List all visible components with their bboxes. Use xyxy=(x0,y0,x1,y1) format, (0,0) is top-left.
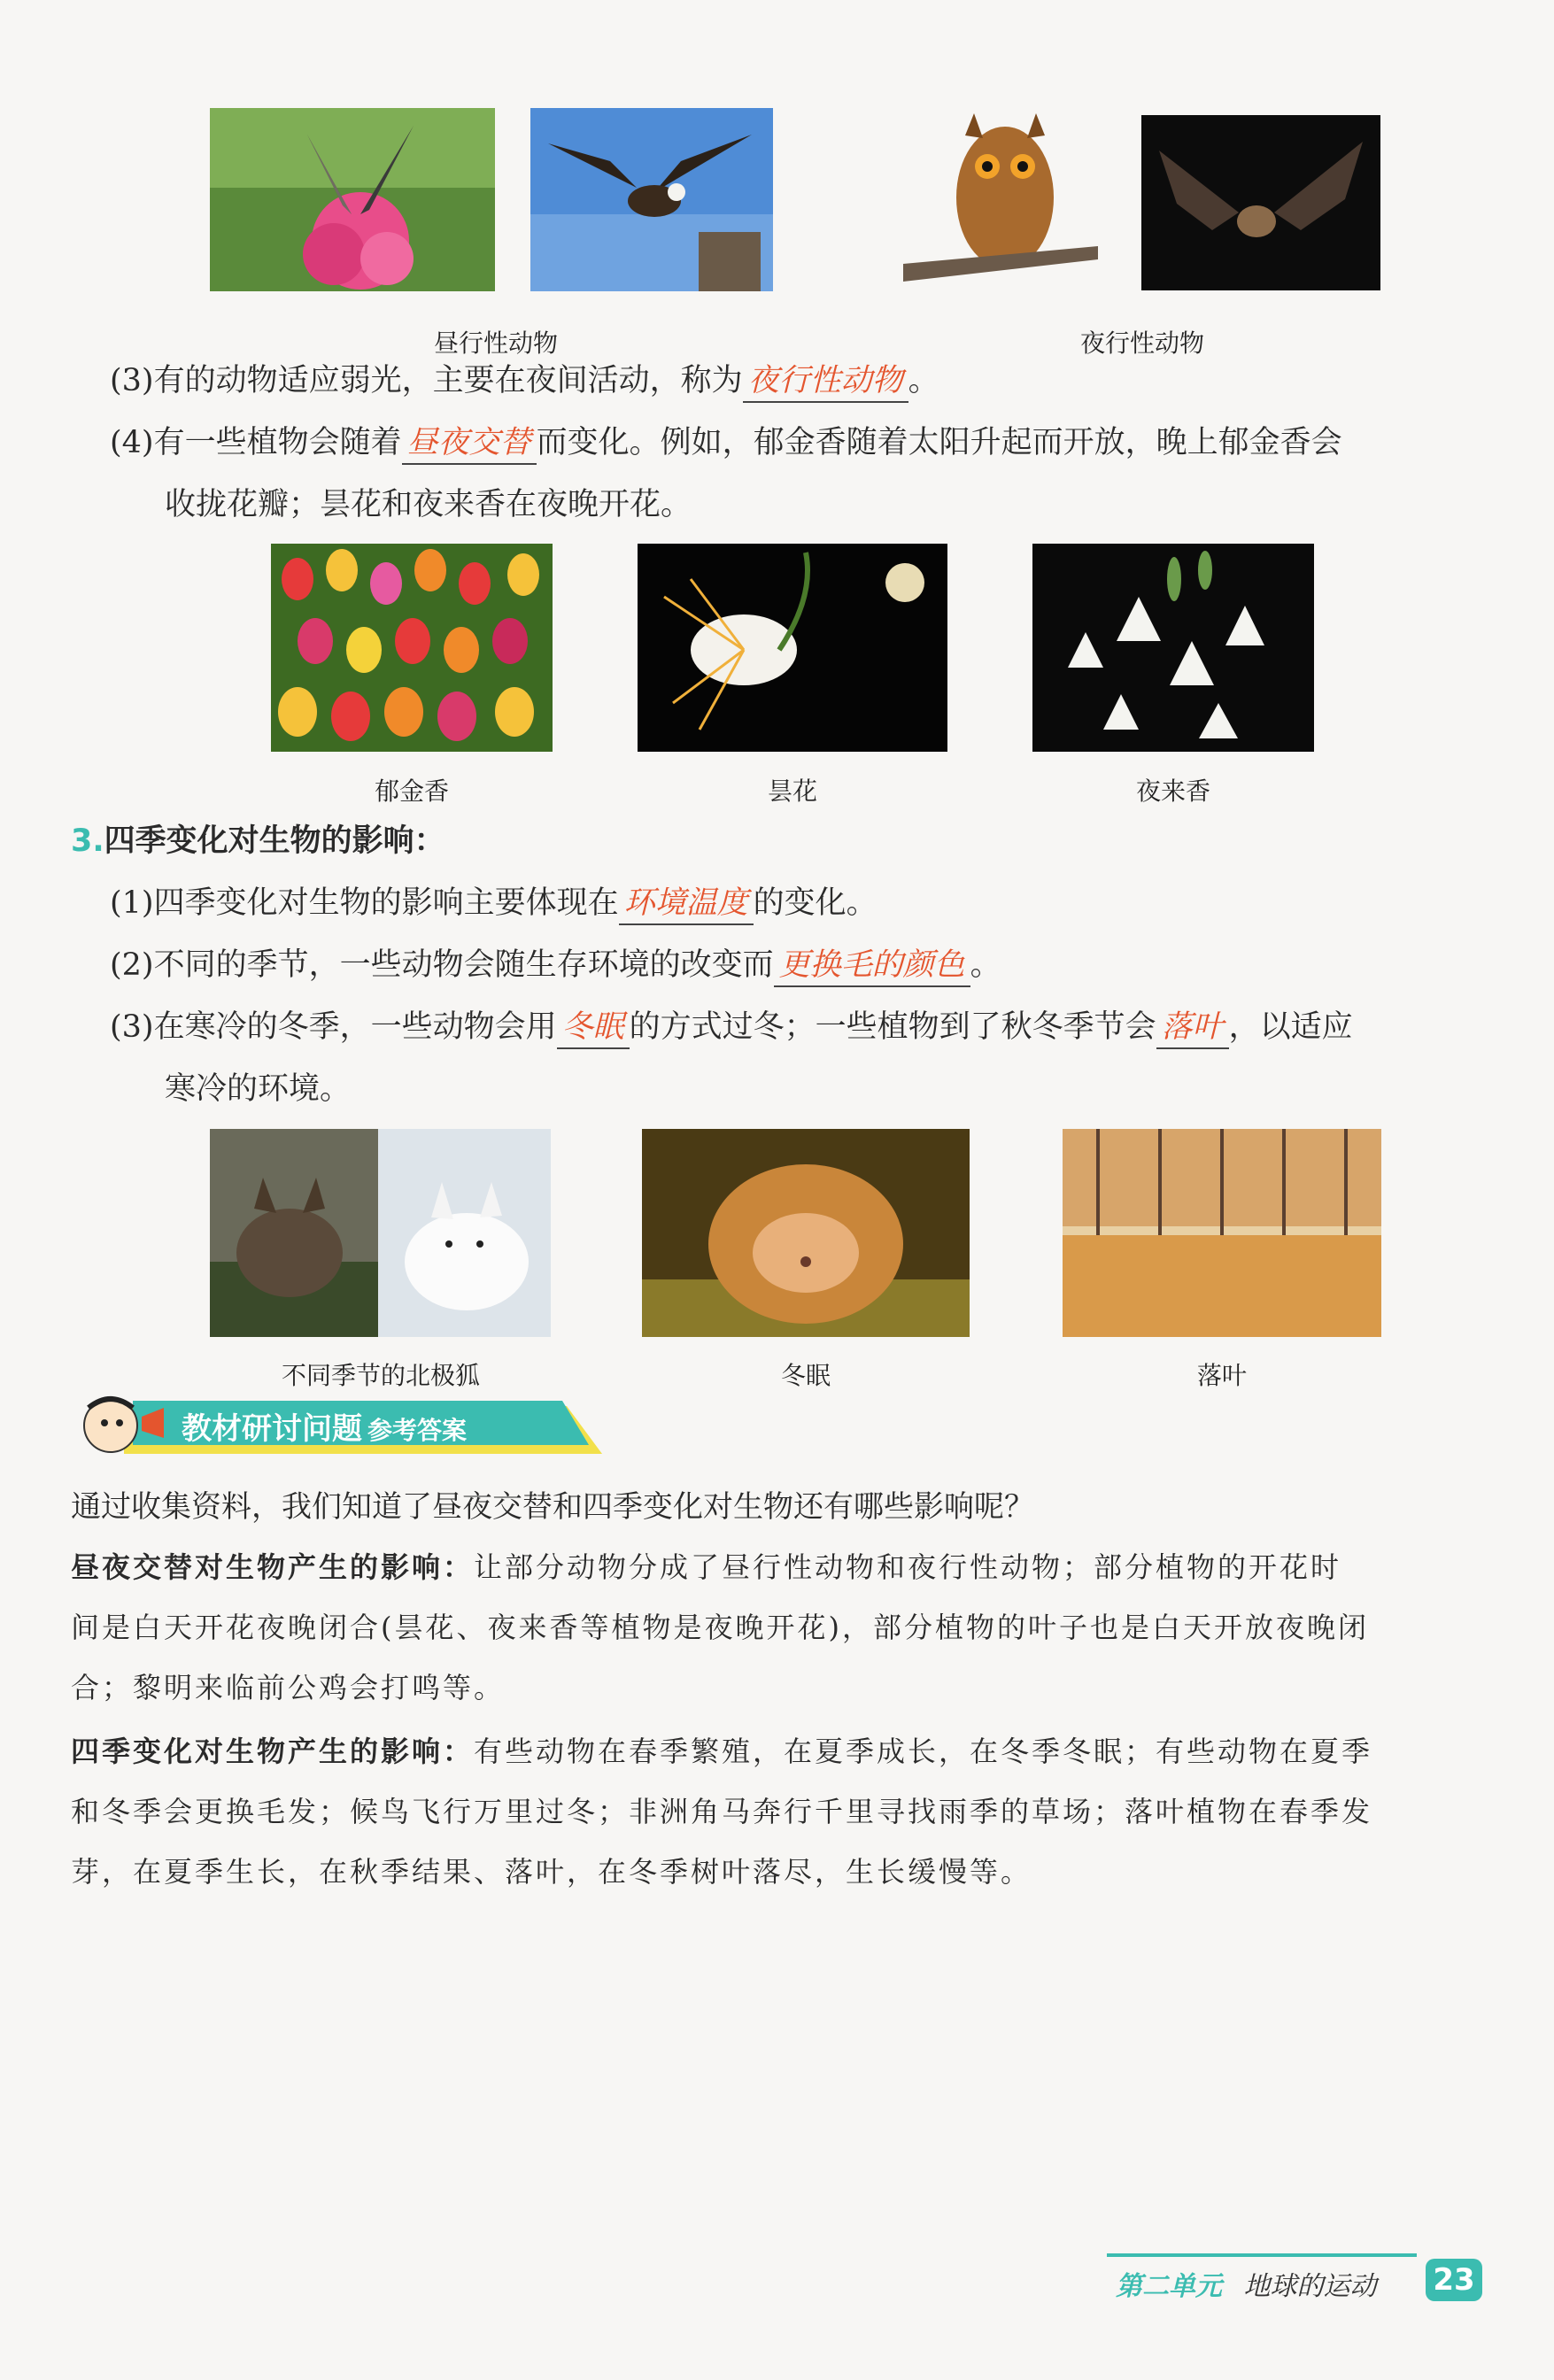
answer-night-animals: 夜行性动物 xyxy=(743,362,908,403)
butterfly-photo xyxy=(210,108,495,291)
bat-photo xyxy=(1141,115,1380,290)
section3-item3-cont: 寒冷的环境。 xyxy=(165,1071,352,1107)
section3-item2: (2)不同的季节，一些动物会随生存环境的改变而 更换毛的颜色 。 xyxy=(110,943,1527,987)
hibernation-caption: 冬眠 xyxy=(780,1361,831,1390)
tulip-caption: 郁金香 xyxy=(374,777,449,806)
epiphyllum-caption: 昙花 xyxy=(767,777,817,806)
section3-heading: 3.四季变化对生物的影响： xyxy=(71,823,445,859)
page-footer xyxy=(1107,2253,1488,2307)
night-animals-caption: 夜行性动物 xyxy=(1079,328,1204,358)
answer-leaves: 落叶 xyxy=(1156,1008,1229,1049)
section3-title: 四季变化对生物的影响： xyxy=(104,823,445,859)
answer2-label: 四季变化对生物产生的影响： xyxy=(71,1735,475,1768)
section3-item3: (3)在寒冷的冬季，一些动物会用 冬眠 的方式过冬；一些植物到了秋冬季节会 落叶 ，以适应 xyxy=(110,1005,1527,1049)
arctic-fox-caption: 不同季节的北极狐 xyxy=(281,1361,480,1390)
section2-item4-cont: 收拢花瓣；昙花和夜来香在夜晚开花。 xyxy=(165,487,692,522)
answer-temperature: 环境温度 xyxy=(619,885,754,925)
eagle-photo xyxy=(530,108,773,291)
falling-leaves-photo xyxy=(1063,1129,1381,1337)
tulip-photo xyxy=(271,544,553,752)
page-number: 23 xyxy=(1426,2259,1482,2301)
tuberose-photo xyxy=(1032,544,1314,752)
section2-item3: (3)有的动物适应弱光，主要在夜间活动，称为 夜行性动物 。 xyxy=(110,359,1527,403)
discussion-answer-2: 四季变化对生物产生的影响：有些动物在春季繁殖，在夏季成长，在冬季冬眠；有些动物在夏季 和冬季会更换毛发；候鸟飞行万里过冬；非洲角马奔行千里寻找雨季的草场；落叶植物在春季发 芽，在夏季生长，在秋季结果、落叶，在冬季树叶落尽，生长缓慢等。 xyxy=(71,1735,1373,1889)
epiphyllum-photo xyxy=(638,544,947,752)
hedgehog-photo xyxy=(642,1129,970,1337)
discussion-answer-1: 昼夜交替对生物产生的影响：让部分动物分成了昼行性动物和夜行性动物；部分植物的开花时 间是白天开花夜晚闭合(昙花、夜来香等植物是夜晚开花)，部分植物的叶子也是白天开放夜晚闭 合；黎明来临前公鸡会打鸣等。 xyxy=(71,1550,1369,1704)
owl-photo xyxy=(903,104,1098,292)
arctic-fox-photo xyxy=(210,1129,551,1337)
footer-title: 地球的运动 xyxy=(1243,2271,1377,2302)
answer-hibernation: 冬眠 xyxy=(557,1008,630,1049)
banner-title: 教材研讨问题 参考答案 xyxy=(182,1411,468,1447)
tuberose-caption: 夜来香 xyxy=(1135,777,1210,806)
discussion-question: 通过收集资料，我们知道了昼夜交替和四季变化对生物还有哪些影响呢？ xyxy=(71,1489,1034,1525)
footer-unit: 第二单元 xyxy=(1116,2271,1222,2302)
banner-subtitle: 参考答案 xyxy=(367,1416,468,1445)
answer-day-night: 昼夜交替 xyxy=(402,424,537,465)
answer1-label: 昼夜交替对生物产生的影响： xyxy=(71,1550,475,1584)
answer-fur-color: 更换毛的颜色 xyxy=(774,947,970,987)
discussion-banner xyxy=(71,1392,602,1459)
section2-item4: (4)有一些植物会随着 昼夜交替 而变化。例如，郁金香随着太阳升起而开放，晚上郁金香会 xyxy=(110,421,1527,465)
day-animals-caption: 昼行性动物 xyxy=(433,328,558,358)
section3-item1: (1)四季变化对生物的影响主要体现在 环境温度 的变化。 xyxy=(110,881,1527,925)
falling-leaves-caption: 落叶 xyxy=(1196,1361,1247,1390)
